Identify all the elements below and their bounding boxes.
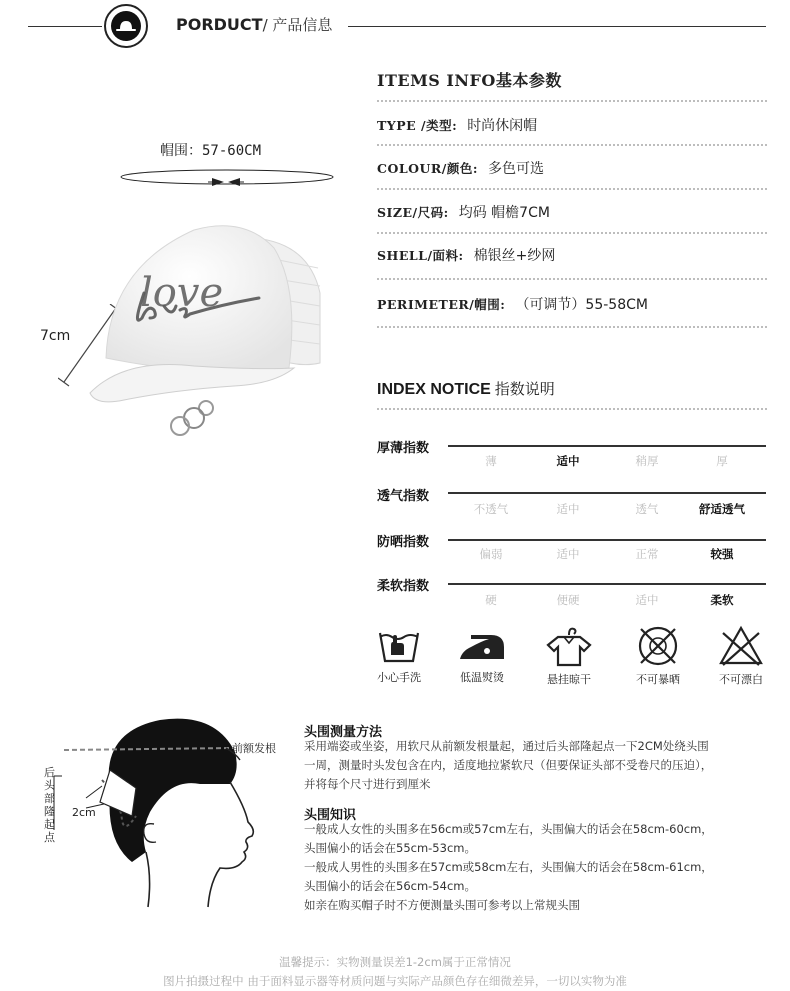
cap-photo: [84, 208, 334, 438]
spec-row-colour: COLOUR/颜色: 多色可选: [377, 161, 544, 177]
index-option: 不透气: [473, 502, 509, 516]
index-label-sun-protection: 防晒指数: [377, 535, 430, 550]
cap-embroidery-text: love: [140, 270, 224, 316]
divider: [377, 144, 767, 146]
measure-method-title: 头围测量方法: [304, 725, 383, 740]
index-option: 厚: [716, 454, 728, 468]
index-option-selected: 适中: [556, 454, 580, 468]
index-option: 稍厚: [635, 454, 659, 468]
index-label-breathability: 透气指数: [377, 489, 430, 504]
spec-row-perimeter: PERIMETER/帽围: （可调节）55-58CM: [377, 297, 648, 313]
index-option-selected: 较强: [710, 547, 734, 561]
hand-wash-icon: [376, 625, 422, 665]
hang-dry-icon: [546, 625, 592, 667]
care-item-low-iron: 低温熨烫: [447, 625, 517, 685]
measure-method-line: 采用端姿或坐姿，用软尺从前额发根量起，通过后头部隆起点一下2CM处绕头围: [304, 739, 709, 753]
head-knowledge-line: 一般成人女性的头围多在56cm或57cm左右，头围偏大的话会在58cm-60cm，: [304, 822, 713, 836]
divider: [377, 232, 767, 234]
index-scale-line: [448, 539, 766, 541]
index-option: 偏弱: [479, 547, 503, 561]
care-item-no-sun: 不可暴晒: [623, 625, 693, 687]
measure-method-line: 一周，测量时头发包含在内，适度地拉紧软尺（但要保证头部不受卷尺的压迫），: [304, 758, 713, 772]
header-rule-right: [348, 26, 766, 27]
care-item-hand-wash: 小心手洗: [364, 625, 434, 685]
index-notice-title: INDEX NOTICE 指数说明: [377, 381, 555, 398]
header-rule-left: [28, 26, 102, 27]
index-option: 硬: [485, 593, 497, 607]
index-label-softness: 柔软指数: [377, 579, 430, 594]
index-option-selected: 柔软: [710, 593, 734, 607]
divider: [377, 100, 767, 102]
index-option: 便硬: [556, 593, 580, 607]
index-scale-line: [448, 492, 766, 494]
divider: [377, 326, 767, 328]
index-scale-line: [448, 583, 766, 585]
index-label-thickness: 厚薄指数: [377, 441, 430, 456]
index-option: 适中: [556, 547, 580, 561]
offset-label: 2cm: [72, 806, 96, 819]
care-item-hang-dry: 悬挂晾干: [534, 625, 604, 687]
head-knowledge-line: 一般成人男性的头围多在57cm或58cm左右，头围偏大的话会在58cm-61cm，: [304, 860, 713, 874]
head-knowledge-line: 头围偏小的话会在56cm-54cm。: [304, 879, 476, 893]
forehead-label: 前额发根: [232, 742, 276, 755]
index-option: 薄: [485, 454, 497, 468]
index-option: 正常: [635, 547, 659, 561]
spec-row-shell: SHELL/面料: 棉银丝+纱网: [377, 248, 556, 264]
back-head-label: 后头部隆起点: [44, 766, 55, 844]
head-knowledge-line: 头围偏小的话会在55cm-53cm。: [304, 841, 476, 855]
index-option: 透气: [635, 502, 659, 516]
hat-logo-icon: [104, 4, 148, 48]
index-option: 适中: [556, 502, 580, 516]
low-iron-icon: [457, 625, 507, 665]
index-scale-line: [448, 445, 766, 447]
care-item-no-bleach: 不可漂白: [706, 625, 776, 687]
divider: [377, 408, 767, 410]
spec-row-type: TYPE /类型: 时尚休闲帽: [377, 118, 538, 134]
index-option: 适中: [635, 593, 659, 607]
spec-row-size: SIZE/尺码: 均码 帽檐7CM: [377, 205, 550, 221]
items-info-title: ITEMS INFO基本参数: [377, 71, 562, 90]
head-knowledge-title: 头围知识: [304, 808, 357, 823]
height-label: 7cm: [40, 328, 71, 344]
footer-note-2: 图片拍摄过程中 由于面料显示器等材质问题与实际产品颜色存在细微差异，一切以实物为准: [163, 974, 627, 988]
divider: [377, 278, 767, 280]
no-sun-icon: [635, 625, 681, 667]
no-bleach-icon: [718, 625, 764, 667]
head-knowledge-line: 如亲在购买帽子时不方便测量头围可参考以上常规头围: [304, 898, 580, 912]
footer-note-1: 温馨提示：实物测量误差1-2cm属于正常情况: [279, 955, 511, 969]
divider: [377, 188, 767, 190]
measure-method-line: 并将每个尺寸进行到厘米: [304, 777, 431, 791]
circumference-label: 帽围：57-60CM: [160, 143, 262, 159]
circumference-arrow-icon: [116, 166, 338, 190]
section-title-product: PORDUCT/ 产品信息: [176, 15, 333, 34]
index-option-selected: 舒适透气: [699, 502, 745, 516]
